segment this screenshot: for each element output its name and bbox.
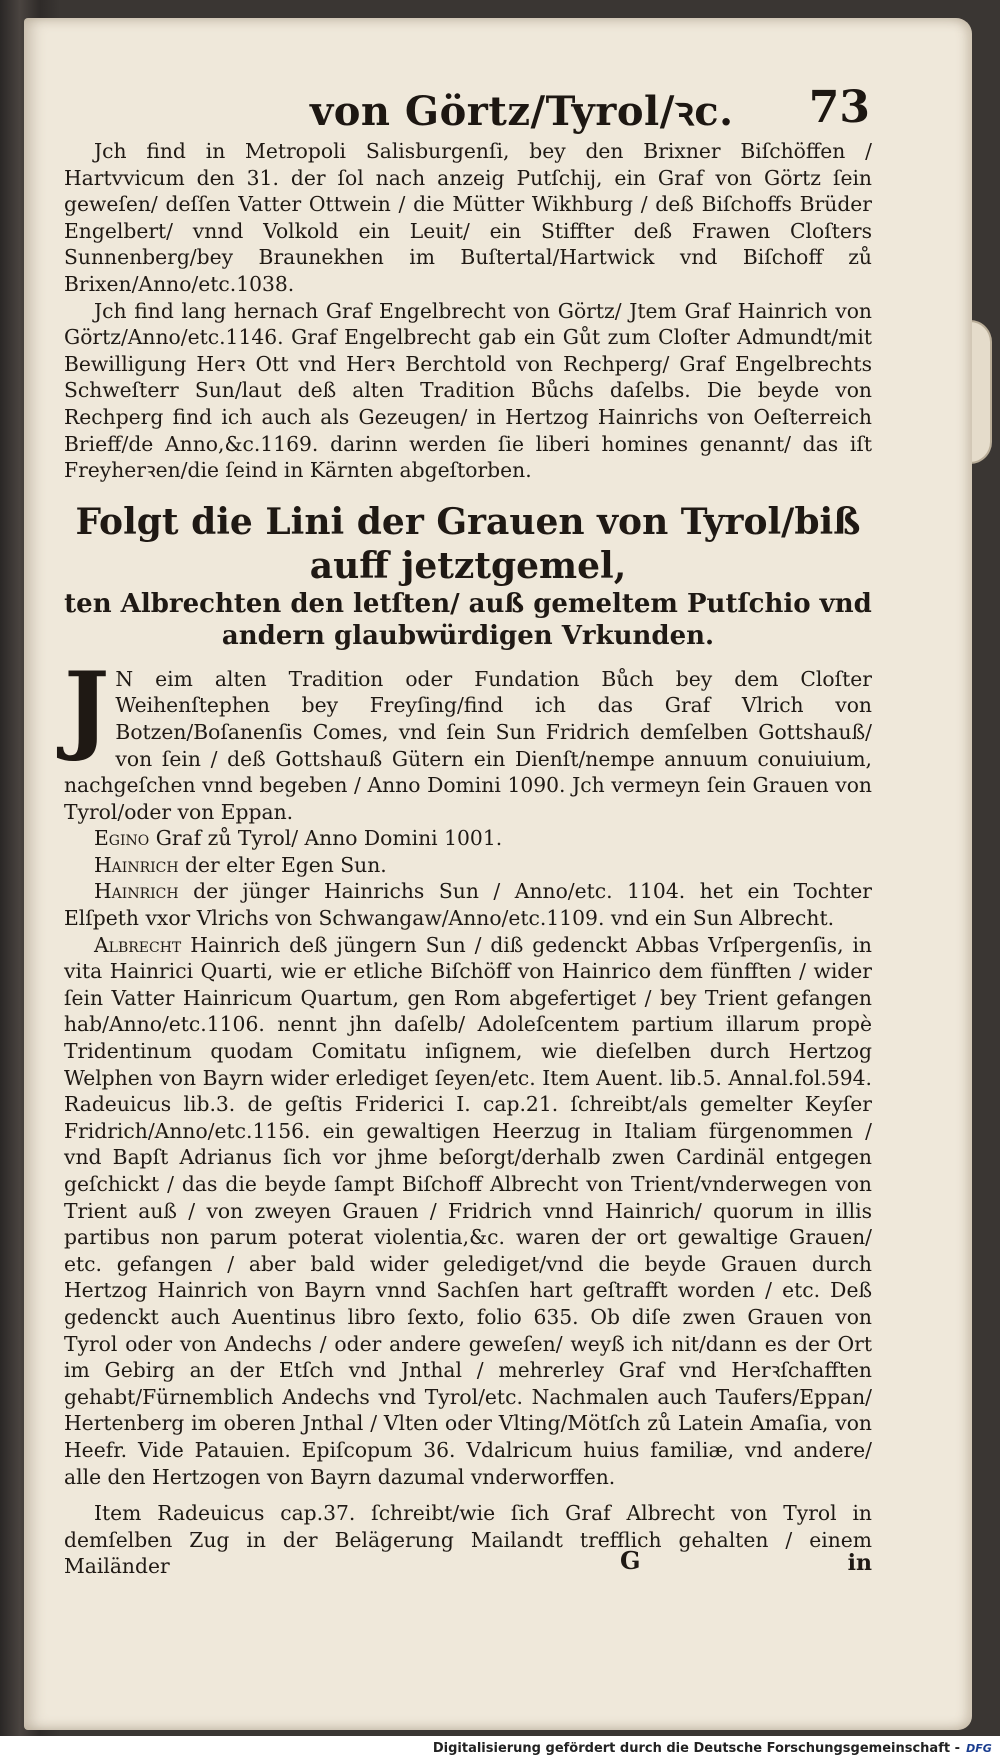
entry-name: Hainrich	[94, 879, 179, 904]
genealogy-entry-albrecht	[64, 932, 872, 1490]
section-heading-line-1: Folgt die Lini der Grauen von Tyrol/biß auff jetztgemel,	[75, 500, 861, 587]
catchword: in	[847, 1550, 872, 1576]
paragraph-3	[64, 650, 872, 826]
entry-name: Hainrich	[94, 852, 179, 877]
entry-text: Hainrich deß jüngern Sun / diß gedenckt Abbas Vrſpergenſis, in vita Hainrici Quarti, wie er etliche Biſchöff von Hainrico dem fünfften / wider ſein Vatter Hainricum Quartum, gen Rom abgefertiget / bey Trient gefangen hab/Anno/etc.1106. nennt jhn daſelb/ Adoleſcentem partium illarum propè Tridentinum quodam Comitatu inſignem, wie dieſelben durch Hertzog Welphen von Bayrn wider erlediget ſeyen/etc. Item Auent. lib.5. Annal.fol.594. Radeuicus lib.3. de geſtis Friderici I. cap.21. ſchreibt/als gemelter Keyſer Fridrich/Anno/etc.1156. ein gewaltigen Heerzug in Italiam fürgenommen / vnd Bapſt Adrianus ſich vor jhme beſorgt/derhalb zwen Cardinäl entgegen geſchickt / das die beyde ſampt Biſchoff Albrecht von Trient/vnderwegen von Trient auß / von zweyen Grauen / Fridrich vnnd Hainrich/ quorum in illis partibus non parum poterat violentia,&c. waren der ort gewaltige Grauen/ etc. gefangen / aber bald wider gelediget/vnd die beyde Grauen durch Hertzog Hainrich von Bayrn vnnd Sachſen hart geſtrafft worden / etc. Deß gedenckt auch Auentinus libro ſexto, folio 635. Ob diſe zwen Grauen von Tyrol oder von Andechs / oder andere geweſen/ weyß ich nit/dann es der Ort im Gebirg an der Etſch vnd Jnthal / mehrerley Graf vnd Herꝛſchafften gehabt/Fürnemblich Andechs vnd Tyrol/etc. Nachmalen auch Taufers/Eppan/ Hertenberg im oberen Jnthal / Vlten oder Vlting/Mötſch zů Latein Amaſia, von Heefr. Vide Patauien. Epiſcopum 36. Vdalricum huius familiæ, vnd andere/ alle den Hertzogen von Bayrn dazumal vnderworffen.	[64, 932, 872, 1489]
running-title: von Görtz/Tyrol/ꝛc.	[310, 88, 734, 135]
digitization-credit: Digitalisierung gefördert durch die Deutsche Forschungsgemeinschaft -	[432, 1741, 960, 1756]
genealogy-entry-egino	[64, 825, 872, 852]
paragraph-last: Item Radeuicus cap.37. ſchreibt/wie ſich Graf Albrecht von Tyrol in demſelben Zug in der Belägerung Mailandt trefflich gehalten / einem Mailänder	[64, 1501, 872, 1579]
paragraph-3-text: N eim alten Tradition oder Fundation Bůch bey dem Cloſter Weihenſtephen bey Freyſing/find ich das Graf Vlrich von Botzen/Boſanenſis Comes, vnd ſein Sun Fridrich demſelben Gottshauß/ von ſein / deß Gottshauß Gütern ein Dienſt/nempe annuum conuiuium, nachgeſchen vnnd begeben / Anno Domini 1090. Jch vermeyn ſein Grauen von Tyrol/oder von Eppan.	[64, 666, 872, 824]
paragraph-2: Jch find lang hernach Graf Engelbrecht von Görtz/ Jtem Graf Hainrich von Görtz/Anno/etc.1146. Graf Engelbrecht gab ein Gůt zum Cloſter Admundt/mit Bewilligung Herꝛ Ott vnd Herꝛ Berchtold von Rechperg/ Graf Engelbrechts Schweſterr Sun/laut deß alten Tradition Bůchs daſelbs. Die beyde von Rechperg find ich auch als Gezeugen/ in Hertzog Hainrichs von Oeſterreich Brieff/de Anno,&c.1169. darinn werden ſie liberi homines genannt/ das iſt Freyherꝛen/die ſeind in Kärnten abgeſtorben.	[64, 298, 872, 483]
drop-cap: J	[64, 650, 110, 764]
paragraph-gap	[64, 1490, 872, 1500]
entry-name: Egino	[94, 826, 150, 851]
entry-text: der jünger Hainrichs Sun / Anno/etc. 1104. het ein Tochter Elſpeth vxor Vlrichs von Schwangaw/Anno/etc.1109. vnd ein Sun Albrecht.	[64, 879, 872, 931]
paragraph-1: Jch find in Metropoli Salisburgenſi, bey den Brixner Biſchöffen / Hartvvicum den 31. der ſol nach anzeig Putſchij, ein Graf von Görtz ſein geweſen/ deſſen Vatter Ottwein / die Mütter Wikhburg / deß Biſchoffs Brüder Engelbert/ vnnd Volkold ein Leuit/ ein Stiffter deß Frawen Cloſters Sunnenberg/bey Braunekhen im Buſtertal/Hartwick vnd Biſchoff zů Brixen/Anno/etc.1038.	[64, 139, 872, 296]
signature-mark: G	[620, 1546, 641, 1575]
entry-text: der elter Egen Sun.	[185, 852, 387, 877]
section-heading	[64, 500, 872, 652]
genealogy-entry-hainrich-elder	[64, 852, 872, 879]
catch-line	[64, 1546, 872, 1576]
dfg-logo-icon: DFG	[966, 1742, 992, 1755]
digitization-footer	[0, 1736, 1000, 1764]
genealogy-entry-hainrich-younger	[64, 878, 872, 931]
section-heading-line-2: ten Albrechten den letſten/ auß gemeltem Putſchio vnd andern glaubwürdigen Vrkunden.	[64, 588, 872, 651]
page-header	[310, 82, 870, 138]
entry-name: Albrecht	[94, 932, 182, 957]
page-body	[64, 138, 872, 1580]
entry-text: Graf zů Tyrol/ Anno Domini 1001.	[155, 826, 503, 851]
page-number: 73	[808, 82, 870, 133]
